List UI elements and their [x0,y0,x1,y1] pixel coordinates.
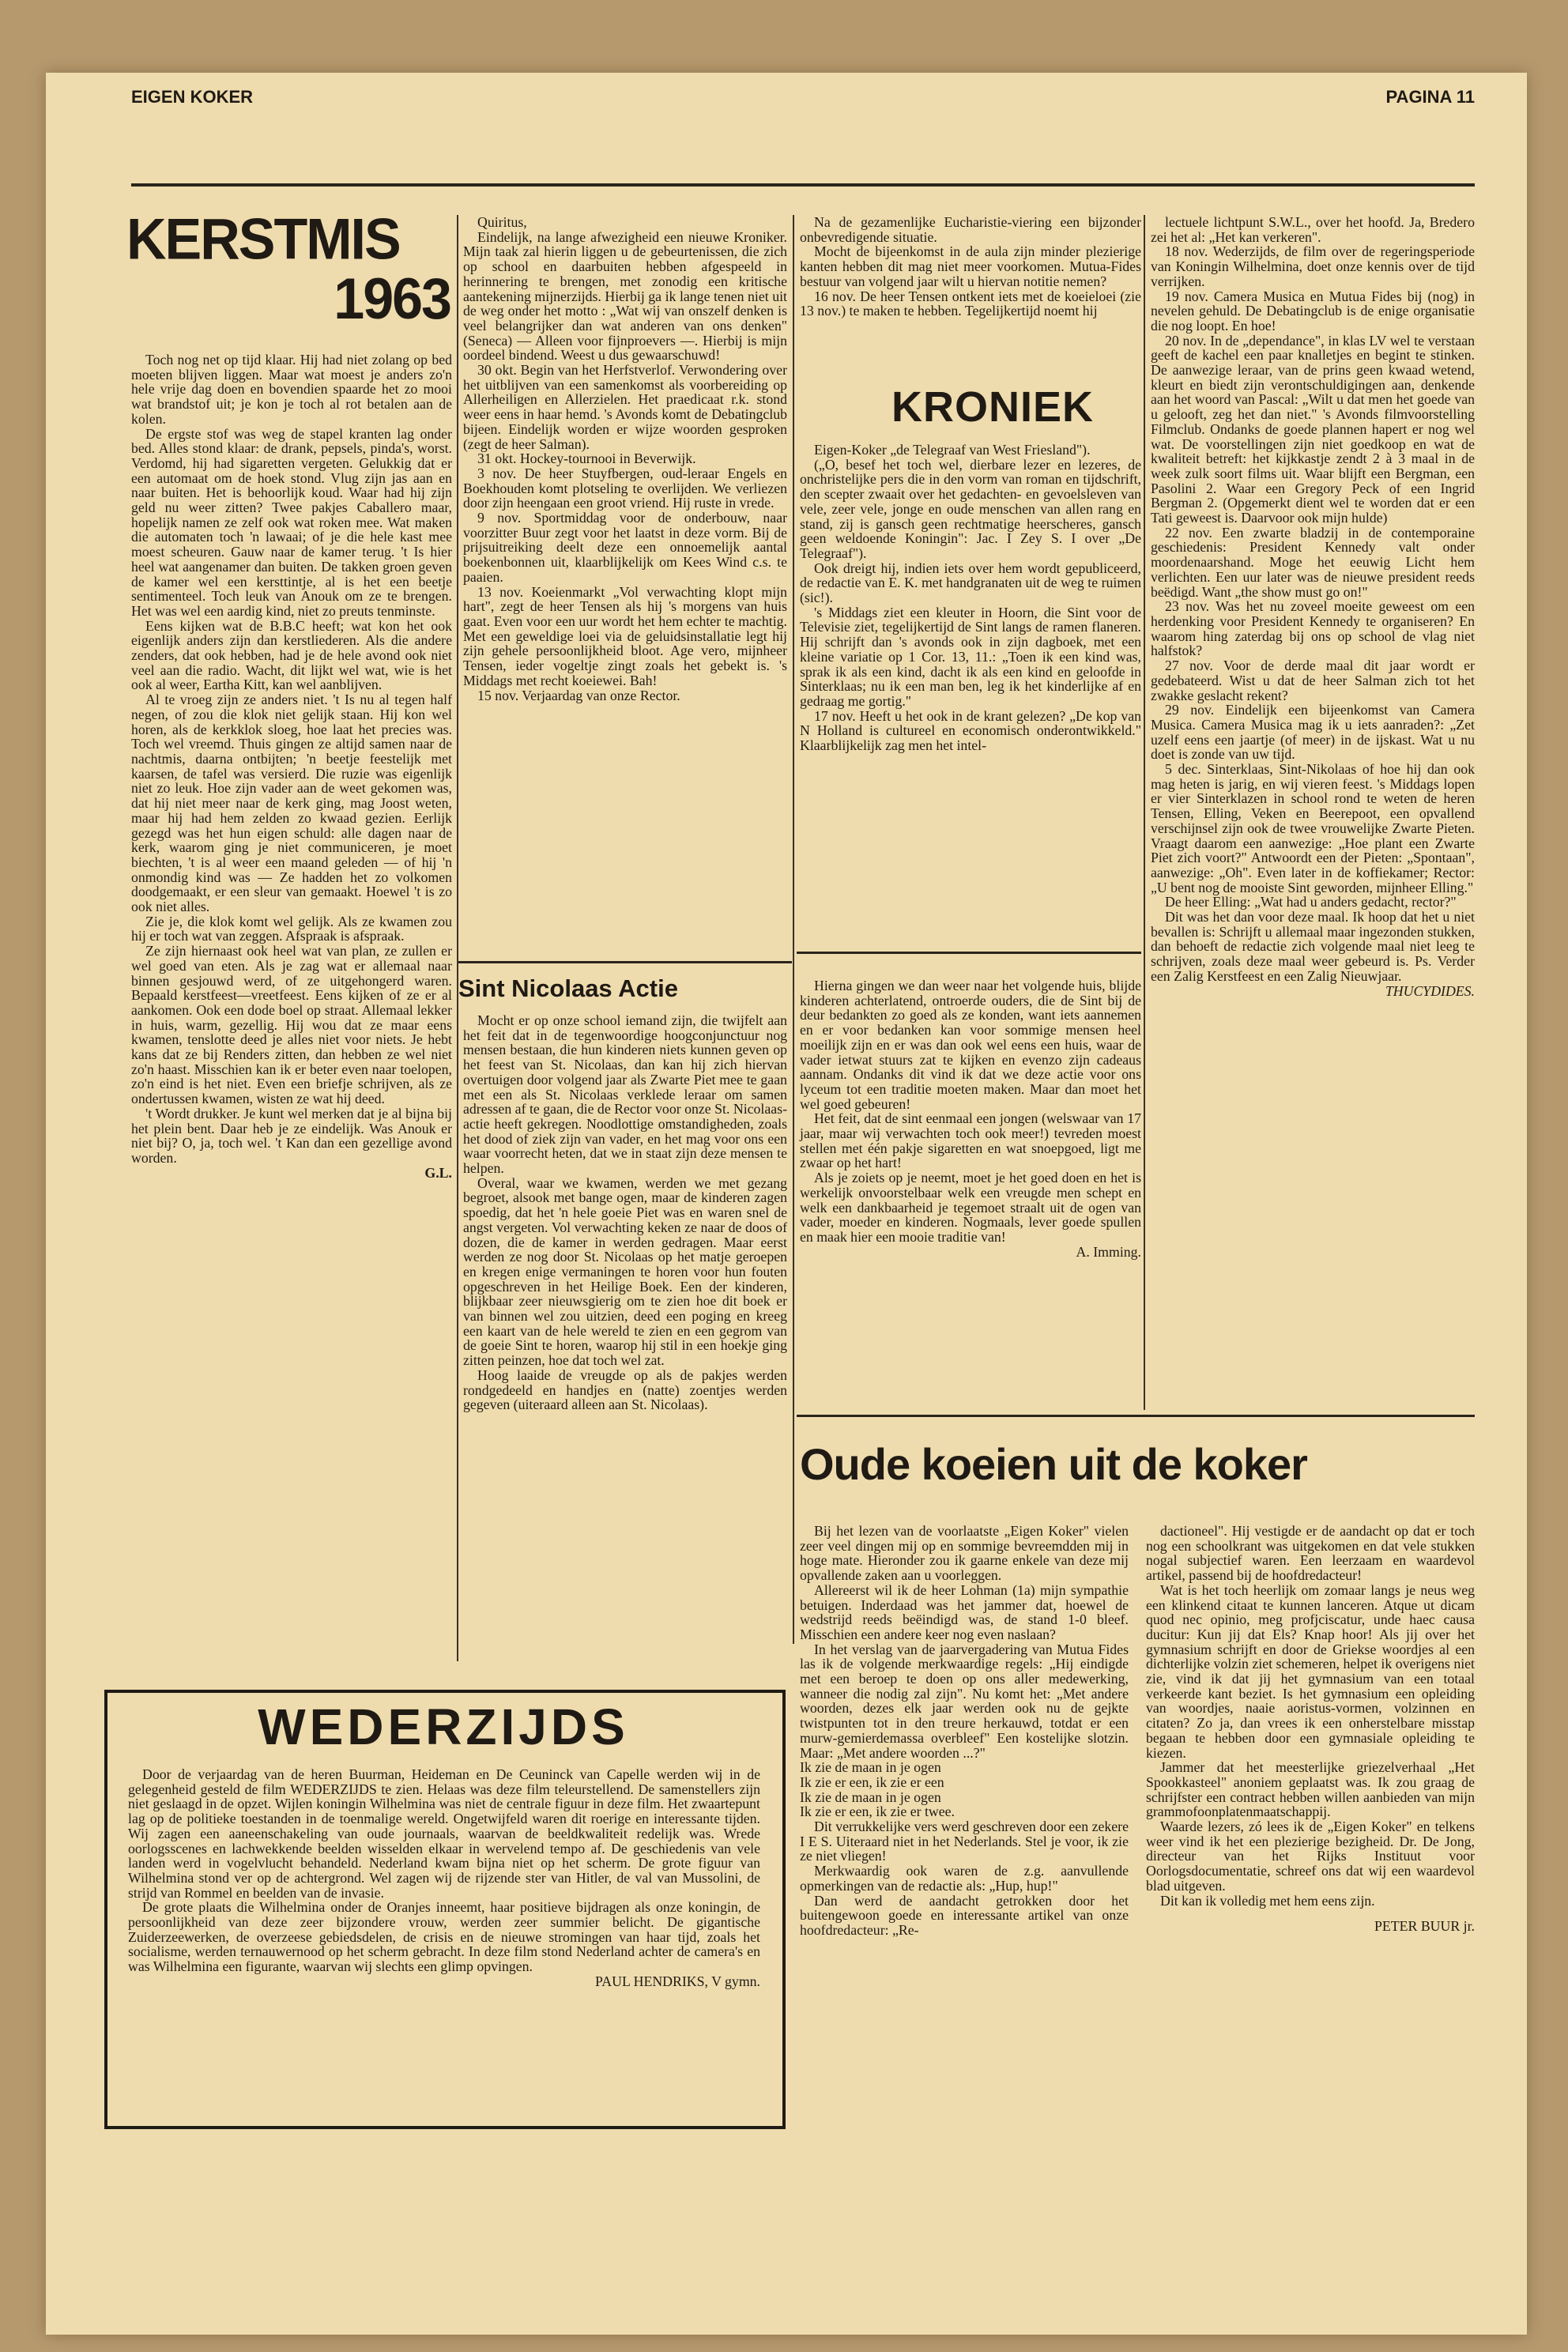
header-right: PAGINA 11 [1385,87,1475,107]
oude-paragraph: Waarde lezers, zó lees ik de „Eigen Koker" en telkens weer vind ik het een plezierige bezigheid. Dr. De Jong, directeur van het Rijks Instituut voor Oorlogsdocumentatie, schreef ons dat wij een waardevol blad uitgeven. [1146,1819,1475,1894]
oude-paragraph: Merkwaardig ook waren de z.g. aanvullende opmerkingen van de redactie als: „Hup, hup!" [800,1863,1129,1894]
poem-line: Ik zie de maan in je ogen [800,1759,941,1776]
kerstmis-paragraph: Eens kijken wat de B.B.C heeft; wat kon het ook eigenlijk anders zijn dan kerstliederen. Als die andere zenders, dat ook hebben, had je de hele avond ook niet veel aan die radio. Wacht, dit lijkt wel wat, wie is het ook al weer, Eartha Kitt, kan wel aanblijven. [131,617,452,693]
kroniek-paragraph: 27 nov. Voor de derde maal dit jaar wordt er gedebateerd. Wist u dat de heer Salman zich tot het zwakke geslacht rekent? [1151,658,1475,703]
rule-above-sint [458,961,792,963]
kroniek-paragraph: 3 nov. De heer Stuyfbergen, oud-leraar Engels en Boekhouden komt plotseling te overlijden. We verliezen door zijn heengaan een groot vriend. Hij ruste in vrede. [463,465,787,511]
kroniek-paragraph: („O, besef het toch wel, dierbare lezer en lezeres, de onchristelijke pers die in den vorm van roman en tijdschrift, den scepter zwaait over het gedachten- en gevoelsleven van vele, zeer vele, jonge en oude menschen van allen rang en stand, zij is gansch geen rechtmatige heerscheres, gansch geen weldoende Koningin": Jac. I Zey S. I over „De Telegraaf"). [800,456,1141,561]
header-rule [131,183,1475,187]
oude-paragraph: Jammer dat het meesterlijke griezelverhaal „Het Spookkasteel" anoniem geplaatst was. Ik zou graag de schrijfster een contract hebben willen aanbieden van mijn grammofoonplatenmaatschappij. [1146,1759,1475,1820]
kerstmis-paragraph: De ergste stof was weg de stapel kranten lag onder bed. Alles stond klaar: de drank, pepsels, pinda's, worst. Verdomd, hij had sigaretten vergeten. Gelukkig dat er een automaat om de hoek stond. Vlug zijn jas aan en naar buiten. Het is behoorlijk koud. Waar had hij zijn geld nu weer zitten? Twee pakjes Caballero maar, hopelijk namen ze zelf ook wat roken mee. Wat maken die automaten toch 'n lawaai; of je die hele kast mee moest scheuren. Gauw naar de kamer terug. 't Is hier heel wat aangenamer dan buiten. De takken groen geven de kamer wel een kersttintje, al is het een beetje sentimenteel. Toch leuk van Anouk om ze te brengen. Het was wel een aardig kind, niet zo preuts tenminste. [131,425,452,619]
sint-continued [800,978,1141,1259]
kerstmis-paragraph: Toch nog net op tijd klaar. Hij had niet zolang op bed moeten blijven liggen. Maar wat moest je anders zo'n hele vrije dag doen en bovendien spaarde het zo mooi wat brandstof uit; je kon je toch al rot betalen aan de kolen. [131,352,452,427]
sint-signature: A. Imming. [1076,1243,1141,1260]
poem-line: Ik zie er een, ik zie er een [800,1773,944,1790]
oude-paragraph: dactioneel". Hij vestigde er de aandacht op dat er toch nog een schoolkrant was uitgekomen en dat vele stukken nogal subjectief waren. Een leerzaam en waardevol artikel, passend bij de hoofdredacteur! [1146,1523,1475,1584]
column-rule-1 [457,215,458,1661]
sint-paragraph: Overal, waar we kwamen, werden we met gezang begroet, alsook met bange ogen, maar de kinderen zagen spoedig, dat het 'n hele goeie Piet was en waren snel de angst vergeten. Vol verwachting keken ze naar de doos of dozen, die de kamer in werden gedragen. Maar eerst werden ze nog door St. Nicolaas op het matje geroepen en kregen enige vermaningen te horen voor hun fouten opgeschreven in het Heilige Boek. Een der kinderen, blijkbaar zeer nieuwsgierig om te zien hoe dit boek er van binnen wel zou uitzien, deed een poging en kreeg een kaart van de hele wereld te zien en een gegrom van de goeie Sint te horen, waarop hij stil in een hoekje ging zitten peinzen, hoe dat toch wel zat. [463,1174,787,1369]
kroniek-paragraph: 5 dec. Sinterklaas, Sint-Nikolaas of hoe hij dan ook mag heten is jarig, en wij vieren feest. 's Middags lopen er vier Sinterklazen in school rond te weten de heren Tensen, Elling, Veken en Beerepoot, een opvallend verschijnsel zijn ook de twee vrouwelijke Zwarte Pieten. Vraagt daarom een aanwezige: „Hoe plant een Zwarte Piet zich voort?" Antwoordt een der Pieten: „Spontaan", aanwezige: „Oh". Even later in de koffiekamer; Rector: „U bent nog de mooiste Sint geworden, mijnheer Elling." [1151,761,1475,895]
kroniek-paragraph: 19 nov. Camera Musica en Mutua Fides bij (nog) in nevelen gehuld. De Debatingclub is de enige organisatie die nog loopt. En hoe! [1151,288,1475,334]
rule-below-kroniek [797,952,1141,954]
sint-title: Sint Nicolaas Actie [458,974,678,1002]
kerstmis-signature: G.L. [424,1164,452,1181]
column3-top [800,215,1141,318]
column-rule-2 [793,215,794,1644]
kerstmis-article [131,352,452,1180]
poem-line: Ik zie er een, ik zie er twee. [800,1804,955,1820]
kerstmis-paragraph: Al te vroeg zijn ze anders niet. 't Is nu al tegen half negen, of zou die klok niet gelijk staan. Hij kon wel horen, als de kerkklok sloeg, hoe laat het precies was. Toch wel vreemd. Thuis gingen ze altijd samen naar de nachtmis, daarna ontbijten; 'n beetje feestelijk met kaarsen, de tafel was versierd. Die ruzie was eigenlijk niet zo leuk. Hoe zijn vader aan de weet gekomen was, dat hij niet meer naar de kerk ging, mag Joost weten, maar hij had hem zelden zo kwaad gezien. Eerlijk gezegd was het hun eigen schuld: alle dagen naar de kerk, waarom ging je niet communiceren, je moet biechten, 't is al weer een maand geleden — of hij 'n onmondig kind was — Ze hadden het zo volkomen doodgemaakt, er een sleur van gemaakt. Hoewel 't is zo ook niet alles. [131,692,452,915]
kroniek-paragraph: Quiritus, [477,214,527,230]
column3-paragraph: Na de gezamenlijke Eucharistie-viering een bijzonder onbevredigende situatie. [800,214,1141,245]
rule-above-oude [797,1415,1475,1417]
column3-paragraph: Mocht de bijeenkomst in de aula zijn minder plezierige kanten hebben dit mag niet meer voorkomen. Mutua-Fides bestuur van volgend jaar wilt u hiervan notitie nemen? [800,243,1141,289]
oude-paragraph: Wat is het toch heerlijk om zomaar langs je neus weg een klinkend citaat te kunnen lanceren. Atque ut dicam quod nec opinio, meg profjciscatur, unde haec causa ducitur: Kun jij dat Els? Knap hoor! Als jij over het gymnasium schrijft en door de Griekse woordjes al een dichterlijke volzin ziet schemeren, helpet ik overigens niet zie, vind ik dat jij het gymnasium van een totaal verkeerde kant beziet. Is het gymnasium een opleiding van woordjes, naaie aoristus-vormen, volzinnen en citaten? Zo ja, dan vrees ik een onherstelbare misstap begaan te hebben door een gymnasiale opleiding te kiezen. [1146,1581,1475,1761]
kroniek-paragraph: De heer Elling: „Wat had u anders gedacht, rector?" [1165,894,1457,910]
kroniek-intro-column [463,215,787,703]
kroniek-paragraph: 30 okt. Begin van het Herfstverlof. Verwondering over het uitblijven van een samenkomst als voorbereiding op Allerheiligen en Allerzielen. Het praedicaat r.k. stond weer eens in haar hemd. 's Avonds komt de Debatingclub bijeen. Eindelijk worden er wijze woorden gesproken (zegt de heer Salman). [463,362,787,452]
kerstmis-paragraph: Zie je, die klok komt wel gelijk. Als ze kwamen zou hij er toch wat van zeggen. Afspraak is afspraak. [131,913,452,944]
oude-paragraph: Allereerst wil ik de heer Lohman (1a) mijn sympathie betuigen. Inderdaad was het jammer dat, hoewel de wedstrijd reeds beëindigd was, de stand 1-0 bleef. Misschien een andere keer nog even naslaan? [800,1581,1129,1642]
kroniek-continued-column [1151,215,1475,998]
column3-paragraph: 16 nov. De heer Tensen ontkent iets met de koeieloei (zie 13 nov.) te maken te hebben. Tegelijkertijd noemt hij [800,288,1141,319]
kerstmis-paragraph: Ze zijn hiernaast ook heel wat van plan, ze zullen er wel goed van eten. Als je zag wat er allemaal naar binnen gesjouwd werd, of ze uitgehongerd waren. Bepaald kerstfeest—vreetfeest. Eens kijken of ze er al aankomen. Ook een dode boel op straat. Allemaal lekker in huis, warm, gezellig. Hij wou dat ze maar eens kwamen, tenslotte deed je alles niet voor niets. Je hebt kans dat ze bij Renders zitten, dan hebben ze wel niet zo'n haast. Misschien kan ik er beter even naar toelopen, zo'n eind is het niet. Even een briefje schrijven, als ze ondertussen kwamen, wisten ze wat hij deed. [131,943,452,1107]
poem-line: Ik zie de maan in je ogen [800,1788,941,1805]
sint-article [463,1013,787,1412]
oude-paragraph: In het verslag van de jaarvergadering van Mutua Fides las ik de volgende merkwaardige regels: „Hij eindigde met een beroep te doen op ons aller medewerking, wanneer die nodig zal zijn". Nu komt het: „Met andere woorden, dezes elk jaar werden ook nu de gejkte twistpunten tot in den treure herkauwd, totdat er een murw-gemierdemassa overbleef" Een kostelijke slotzin. Maar: „Met andere woorden ...?" [800,1641,1129,1761]
header-left: EIGEN KOKER [131,87,254,107]
sint-paragraph: Het feit, dat de sint eenmaal een jongen (welswaar van 17 jaar, maar wij verwachten toch ook meer!) tevreden moest stellen met één pakje sigaretten en wat snoepgoed, ligt me zwaar op het hart! [800,1110,1141,1171]
sint-paragraph: Hierna gingen we dan weer naar het volgende huis, blijde kinderen achterlatend, ontroerde ouders, die de Sint bij de deur bedankten zo goed als ze konden, want iets aannemen en er voor bedanken kan voor sommige mensen heel moeilijk zijn en er was dan ook wel eens een huis, waar de vader ietwat stuurs zat te kijken en evenzo zijn cadeaus aannam. Ondanks dit vind ik dat we deze actie voor ons lyceum tot een traditie moeten maken. Maar dan moet het wel goed gebeuren! [800,978,1141,1112]
kroniek-paragraph: 23 nov. Was het nu zoveel moeite geweest om een herdenking voor President Kennedy te organiseren? En waarom hing zaterdag bij ons op school de vlag niet halfstok? [1151,598,1475,659]
wederzijds-article [128,1767,760,1989]
kroniek-paragraph: Ook dreigt hij, indien iets over hem wordt gepubliceerd, de redactie van E. K. met handgranaten uit de weg te ruimen (sic!). [800,560,1141,606]
wederzijds-paragraph: Door de verjaardag van de heren Buurman, Heideman en De Ceuninck van Capelle werden wij in de gelegenheid gesteld de film WEDERZIJDS te zien. Helaas was deze film teleurstellend. De samenstellers zijn niet geslaagd in de opzet. Wijlen koningin Wilhelmina was niet de centrale figuur in deze film. Het zwaartepunt lag op de politieke toestanden in de toenmalige wereld. Ongetwijfeld waren dit roerige en interessante tijden. Wij zagen een aaneenschakeling van oude journaals, waarvan de beeldkwaliteit redelijk was. Wrede oorlogsscenes en lachwekkende beelden wisselden elkaar in wervelend tempo af. De geschiedenis van vele landen werd in vogelvlucht behandeld. Nederland kwam bijna niet op het scherm. De grote figuur van Wilhelmina stond ver op de achtergrond. Wel zagen wij de rijzende ster van Hitler, de val van Mussolini, de strijd van Rommel en beelden van de invasie. [128,1766,760,1901]
oude-paragraph: Dan werd de aandacht getrokken door het buitengewoon goede en interessante artikel van onze hoofdredacteur: „Re- [800,1892,1129,1938]
kroniek-paragraph: 20 nov. In de „dependance", in klas LV wel te verstaan geeft de kachel een paar knalletjes en begint te stinken. De aanwezige leraar, van de prins geen kwaad wetend, kleurt en biedt zijn verontschuldigingen aan, denkende aan het woord van Pascal: „Wilt u dat men het goede van u gelooft, zeg het dan niet." 's Avonds filmvoorstelling Filmclub. Ondanks de goede plannen hapert er nog wel wat. De voorstellingen zijn niet goedkoop en wat de kwaliteit betreft: het kijkkastje zendt 2 à 3 maal in de week zulk soort films uit. Waar blijft een Bergman, een Pasolini 2. Waar een Gregory Peck of een Ingrid Bergman 2. (Opgemerkt dient wel te worden dat er een Tati geweest is. Daarvoor ook mijn hulde) [1151,332,1475,526]
sint-paragraph: Mocht er op onze school iemand zijn, die twijfelt aan het feit dat in de tegenwoordige hoogconjunctuur nog mensen bestaan, die hun kinderen niets kunnen geven op het feest van St. Nicolaas, dan kan hij zich hiervan overtuigen door volgend jaar als Zwarte Piet mee te gaan met een als St. Nicolaas verklede leraar om samen adressen af te gaan, die de Rector voor onze St. Nicolaas-actie heeft gekregen. Noodlottige omstandigheden, zoals het dood of ziek zijn van vader, en het mag voor ons een waar voorrecht heten, dat we in staat zijn deze mensen te helpen. [463,1012,787,1177]
sint-paragraph: Als je zoiets op je neemt, moet je het goed doen en het is werkelijk onvoorstelbaar welk een vreugde men schept en welk een dankbaarheid je tegemoet straalt uit de ogen van vader, moeder en kinderen. Nogmaals, lever goede spullen en maak hier een mooie traditie van! [800,1170,1141,1245]
kroniek-paragraph: 18 nov. Wederzijds, de film over de regeringsperiode van Koningin Wilhelmina, doet onze kennis over de tijd verrijken. [1151,243,1475,289]
kerstmis-title [126,206,450,331]
column-rule-3 [1144,215,1145,1410]
oude-signature: PETER BUUR jr. [1374,1918,1475,1935]
wederzijds-title: WEDERZIJDS [258,1698,629,1755]
kroniek-paragraph: 9 nov. Sportmiddag voor de onderbouw, naar voorzitter Buur zegt voor het laatst in deze vorm. Bij de prijsuitreiking deelt deze een onnoemelijk aantal boekenbonnen uit, klaarblijkelijk om Kees Wind c.s. te paaien. [463,510,787,585]
oude-paragraph: Dit kan ik volledig met hem eens zijn. [1160,1892,1375,1909]
kerstmis-title-line1: KERSTMIS [126,206,400,272]
oude-paragraph: Dit verrukkelijke vers werd geschreven door een zekere I E S. Uiteraard niet in het Nederlands. Stel je voor, ik zie ze niet vliegen! [800,1819,1129,1864]
kroniek-paragraph: 17 nov. Heeft u het ook in de krant gelezen? „De kop van N Holland is cultureel en economisch onderontwikkeld." Klaarblijkelijk zag men het intel- [800,707,1141,754]
kroniek-paragraph: 29 nov. Eindelijk een bijeenkomst van Camera Musica. Camera Musica mag ik u iets aanraden?: „Zet uzelf eens een jaartje (of meer) in de ijskast. Wat u nu doet is zonde van uw tijd. [1151,702,1475,763]
kroniek-paragraph: 13 nov. Koeienmarkt „Vol verwachting klopt mijn hart", zegt de heer Tensen als hij 's morgens van huis gaat. Even voor een uur wordt het hem echter te machtig. Met een geweldige loei via de geluidsinstallatie legt hij zijn gehele persoonlijkheid bloot. Age vero, mijnheer Tensen, ieder vogeltje zingt zoals het gebekt is. 's Middags met recht koeiewei. Bah! [463,583,787,688]
oude-paragraph: Bij het lezen van de voorlaatste „Eigen Koker" vielen zeer veel dingen mij op en sommige bevreemdden mij in hoge mate. Hieronder zou ik gaarne enkele van deze mij opvallende zaken aan u voorleggen. [800,1523,1129,1584]
sint-paragraph: Hoog laaide de vreugde op als de pakjes werden rondgedeeld en handjes en (natte) zoentjes werden gegeven (uiteraard alleen aan St. Nicolaas). [463,1366,787,1413]
oude-article-left [800,1524,1129,1938]
kroniek-paragraph: 22 nov. Een zwarte bladzij in de contemporaine geschiedenis: President Kennedy valt onder moordenaarshand. Moge het eeuwig Licht hem verlichten. Een uur later was de nieuwe president reeds beëdigd. Want „the show must go on!" [1151,524,1475,600]
kroniek-paragraph: Dit was het dan voor deze maal. Ik hoop dat het u niet bevallen is: Schrijft u allemaal maar ingezonden stukken, dan behoeft de redactie zich volgende maal niet leeg te schrijven, zoals deze maal weer gebeurd is. Ps. Verder een Zalig Kerstfeest en een Zalig Nieuwjaar. [1151,909,1475,984]
kroniek-signature: THUCYDIDES. [1385,982,1475,999]
kroniek-paragraph: 's Middags ziet een kleuter in Hoorn, die Sint voor de Televisie ziet, tegelijkertijd de Sint langs de ramen flaneren. Hij schrijft dan 's avonds ook in zijn dagboek, met een kleine variatie op 1 Cor. 13, 11.: „Toen ik een kind was, sprak ik als een kind, dacht ik als een kind en geloofde in Sinterklaas; nu ik een man ben, leg ik het kinderlijke af en gedraag me gortig." [800,604,1141,709]
kerstmis-title-line2: 1963 [334,266,450,331]
kroniek-paragraph: 15 nov. Verjaardag van onze Rector. [477,687,680,703]
kroniek-paragraph: Eindelijk, na lange afwezigheid een nieuwe Kroniker. Mijn taak zal hierin liggen u de gebeurtenissen, die zich op school en daarbuiten hebben afgespeeld in herinnering te brengen, met zonodig een kritische aantekening mijnerzijds. Hierbij ga ik lange tenen niet uit de weg onder het motto : „Wat wij van onszelf denken is veel belangrijker dan wat anderen van ons denken" (Seneca) — Alleen voor fijnproevers —. Hierbij is mijn oordeel bindend. Weest u dus gewaarschuwd! [463,228,787,364]
kroniek-paragraph: Eigen-Koker „de Telegraaf van West Friesland"). [814,442,1091,458]
kroniek-paragraph: lectuele lichtpunt S.W.L., over het hoofd. Ja, Bredero zei het al: „Het kan verkeren". [1151,214,1475,245]
oude-title: Oude koeien uit de koker [800,1439,1307,1489]
kroniek-paragraph: 31 okt. Hockey-tournooi in Beverwijk. [477,450,696,467]
oude-article-right [1146,1524,1475,1934]
wederzijds-signature: PAUL HENDRIKS, V gymn. [595,1973,760,1989]
kroniek-article [800,443,1141,753]
kroniek-title: KRONIEK [891,383,1095,431]
wederzijds-paragraph: De grote plaats die Wilhelmina onder de Oranjes inneemt, haar positieve bijdragen als onze koningin, de persoonlijkheid van deze zeer bijzondere vrouw, werden zeer summier belicht. De gigantische Zuiderzeewerken, de overzeese gebiedsdelen, de crisis en de nieuwe stromingen van haar tijd, zoals het socialisme, werden ternauwernood op het scherm gebracht. In deze film stond Nederland achter de camera's en was Wilhelmina een figurante, waarvan wij slechts een glimp opvingen. [128,1899,760,1975]
kerstmis-paragraph: 't Wordt drukker. Je kunt wel merken dat je al bijna bij het plein bent. Daar heb je ze eindelijk. Was Anouk er niet bij? O, ja, toch wel. 't Kan dan een gezellige avond worden. [131,1105,452,1166]
